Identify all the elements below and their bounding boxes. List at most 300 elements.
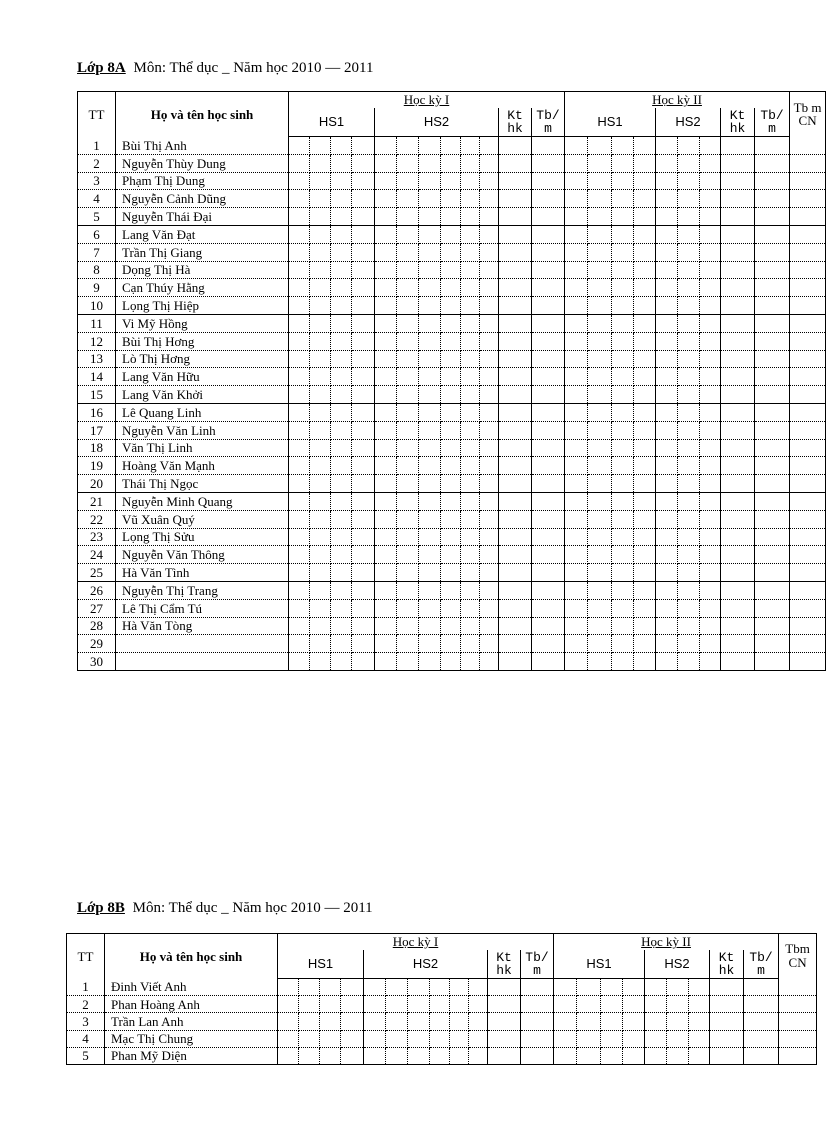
grade-cell[interactable]: [565, 137, 588, 155]
grade-cell[interactable]: [721, 581, 755, 599]
grade-cell[interactable]: [364, 979, 386, 996]
grade-cell[interactable]: [779, 979, 817, 996]
grade-cell[interactable]: [721, 546, 755, 564]
grade-cell[interactable]: [532, 190, 565, 208]
grade-cell[interactable]: [634, 403, 656, 421]
grade-cell[interactable]: [419, 475, 441, 493]
grade-cell[interactable]: [721, 137, 755, 155]
grade-cell[interactable]: [461, 279, 480, 297]
grade-cell[interactable]: [755, 599, 790, 617]
grade-cell[interactable]: [299, 1030, 320, 1047]
grade-cell[interactable]: [408, 996, 430, 1013]
grade-cell[interactable]: [480, 475, 499, 493]
grade-cell[interactable]: [397, 350, 419, 368]
grade-cell[interactable]: [331, 243, 352, 261]
grade-cell[interactable]: [499, 528, 532, 546]
grade-cell[interactable]: [278, 996, 299, 1013]
grade-cell[interactable]: [678, 137, 700, 155]
grade-cell[interactable]: [532, 510, 565, 528]
grade-cell[interactable]: [554, 996, 577, 1013]
grade-cell[interactable]: [612, 386, 634, 404]
grade-cell[interactable]: [790, 528, 826, 546]
grade-cell[interactable]: [755, 653, 790, 671]
grade-cell[interactable]: [499, 154, 532, 172]
grade-cell[interactable]: [755, 403, 790, 421]
grade-cell[interactable]: [341, 979, 364, 996]
grade-cell[interactable]: [461, 403, 480, 421]
grade-cell[interactable]: [721, 208, 755, 226]
grade-cell[interactable]: [499, 439, 532, 457]
grade-cell[interactable]: [532, 653, 565, 671]
grade-cell[interactable]: [419, 225, 441, 243]
grade-cell[interactable]: [299, 1047, 320, 1064]
grade-cell[interactable]: [532, 564, 565, 582]
grade-cell[interactable]: [700, 581, 721, 599]
grade-cell[interactable]: [612, 457, 634, 475]
grade-cell[interactable]: [375, 297, 397, 315]
grade-cell[interactable]: [532, 314, 565, 332]
grade-cell[interactable]: [480, 332, 499, 350]
grade-cell[interactable]: [419, 208, 441, 226]
grade-cell[interactable]: [499, 243, 532, 261]
grade-cell[interactable]: [689, 1047, 710, 1064]
grade-cell[interactable]: [612, 475, 634, 493]
grade-cell[interactable]: [289, 279, 310, 297]
grade-cell[interactable]: [419, 403, 441, 421]
grade-cell[interactable]: [700, 386, 721, 404]
grade-cell[interactable]: [480, 653, 499, 671]
grade-cell[interactable]: [612, 599, 634, 617]
grade-cell[interactable]: [588, 510, 612, 528]
grade-cell[interactable]: [375, 457, 397, 475]
grade-cell[interactable]: [419, 510, 441, 528]
grade-cell[interactable]: [461, 137, 480, 155]
grade-cell[interactable]: [419, 457, 441, 475]
grade-cell[interactable]: [588, 350, 612, 368]
grade-cell[interactable]: [289, 225, 310, 243]
grade-cell[interactable]: [289, 564, 310, 582]
grade-cell[interactable]: [352, 243, 375, 261]
grade-cell[interactable]: [480, 154, 499, 172]
grade-cell[interactable]: [352, 635, 375, 653]
grade-cell[interactable]: [289, 492, 310, 510]
grade-cell[interactable]: [667, 1030, 689, 1047]
grade-cell[interactable]: [790, 653, 826, 671]
grade-cell[interactable]: [397, 546, 419, 564]
grade-cell[interactable]: [480, 368, 499, 386]
grade-cell[interactable]: [480, 225, 499, 243]
grade-cell[interactable]: [634, 386, 656, 404]
grade-cell[interactable]: [700, 492, 721, 510]
grade-cell[interactable]: [755, 154, 790, 172]
grade-cell[interactable]: [721, 190, 755, 208]
grade-cell[interactable]: [352, 439, 375, 457]
grade-cell[interactable]: [397, 386, 419, 404]
grade-cell[interactable]: [461, 350, 480, 368]
grade-cell[interactable]: [656, 261, 678, 279]
grade-cell[interactable]: [310, 243, 331, 261]
grade-cell[interactable]: [700, 190, 721, 208]
grade-cell[interactable]: [588, 137, 612, 155]
grade-cell[interactable]: [419, 564, 441, 582]
grade-cell[interactable]: [634, 439, 656, 457]
grade-cell[interactable]: [310, 403, 331, 421]
grade-cell[interactable]: [341, 1030, 364, 1047]
grade-cell[interactable]: [612, 581, 634, 599]
grade-cell[interactable]: [499, 403, 532, 421]
grade-cell[interactable]: [461, 528, 480, 546]
grade-cell[interactable]: [386, 1030, 408, 1047]
grade-cell[interactable]: [532, 599, 565, 617]
grade-cell[interactable]: [397, 297, 419, 315]
grade-cell[interactable]: [577, 979, 601, 996]
grade-cell[interactable]: [441, 368, 461, 386]
grade-cell[interactable]: [521, 1030, 554, 1047]
grade-cell[interactable]: [612, 564, 634, 582]
grade-cell[interactable]: [397, 564, 419, 582]
grade-cell[interactable]: [499, 314, 532, 332]
grade-cell[interactable]: [678, 617, 700, 635]
grade-cell[interactable]: [744, 1030, 779, 1047]
grade-cell[interactable]: [397, 528, 419, 546]
grade-cell[interactable]: [461, 581, 480, 599]
grade-cell[interactable]: [289, 653, 310, 671]
grade-cell[interactable]: [461, 386, 480, 404]
grade-cell[interactable]: [790, 439, 826, 457]
grade-cell[interactable]: [721, 635, 755, 653]
grade-cell[interactable]: [755, 350, 790, 368]
grade-cell[interactable]: [352, 403, 375, 421]
grade-cell[interactable]: [352, 208, 375, 226]
grade-cell[interactable]: [499, 350, 532, 368]
grade-cell[interactable]: [532, 279, 565, 297]
grade-cell[interactable]: [397, 510, 419, 528]
grade-cell[interactable]: [565, 599, 588, 617]
grade-cell[interactable]: [299, 996, 320, 1013]
grade-cell[interactable]: [419, 599, 441, 617]
grade-cell[interactable]: [375, 261, 397, 279]
grade-cell[interactable]: [588, 243, 612, 261]
grade-cell[interactable]: [480, 617, 499, 635]
grade-cell[interactable]: [331, 261, 352, 279]
grade-cell[interactable]: [721, 653, 755, 671]
grade-cell[interactable]: [678, 243, 700, 261]
grade-cell[interactable]: [499, 546, 532, 564]
grade-cell[interactable]: [352, 599, 375, 617]
grade-cell[interactable]: [656, 279, 678, 297]
grade-cell[interactable]: [310, 617, 331, 635]
grade-cell[interactable]: [310, 546, 331, 564]
grade-cell[interactable]: [700, 421, 721, 439]
grade-cell[interactable]: [331, 154, 352, 172]
grade-cell[interactable]: [419, 314, 441, 332]
grade-cell[interactable]: [565, 261, 588, 279]
grade-cell[interactable]: [678, 475, 700, 493]
grade-cell[interactable]: [612, 137, 634, 155]
grade-cell[interactable]: [441, 528, 461, 546]
grade-cell[interactable]: [352, 653, 375, 671]
grade-cell[interactable]: [441, 190, 461, 208]
grade-cell[interactable]: [645, 979, 667, 996]
grade-cell[interactable]: [480, 581, 499, 599]
grade-cell[interactable]: [331, 528, 352, 546]
grade-cell[interactable]: [554, 1013, 577, 1030]
grade-cell[interactable]: [790, 457, 826, 475]
grade-cell[interactable]: [441, 279, 461, 297]
grade-cell[interactable]: [375, 225, 397, 243]
grade-cell[interactable]: [352, 350, 375, 368]
grade-cell[interactable]: [565, 528, 588, 546]
grade-cell[interactable]: [565, 546, 588, 564]
grade-cell[interactable]: [499, 225, 532, 243]
grade-cell[interactable]: [499, 261, 532, 279]
grade-cell[interactable]: [634, 581, 656, 599]
grade-cell[interactable]: [375, 137, 397, 155]
grade-cell[interactable]: [397, 368, 419, 386]
grade-cell[interactable]: [397, 172, 419, 190]
grade-cell[interactable]: [588, 546, 612, 564]
grade-cell[interactable]: [678, 172, 700, 190]
grade-cell[interactable]: [364, 1047, 386, 1064]
grade-cell[interactable]: [700, 368, 721, 386]
grade-cell[interactable]: [700, 475, 721, 493]
grade-cell[interactable]: [461, 475, 480, 493]
grade-cell[interactable]: [667, 996, 689, 1013]
grade-cell[interactable]: [634, 564, 656, 582]
grade-cell[interactable]: [480, 350, 499, 368]
grade-cell[interactable]: [588, 492, 612, 510]
grade-cell[interactable]: [612, 154, 634, 172]
grade-cell[interactable]: [612, 350, 634, 368]
grade-cell[interactable]: [375, 475, 397, 493]
grade-cell[interactable]: [419, 439, 441, 457]
grade-cell[interactable]: [721, 386, 755, 404]
grade-cell[interactable]: [461, 368, 480, 386]
grade-cell[interactable]: [310, 386, 331, 404]
grade-cell[interactable]: [634, 172, 656, 190]
grade-cell[interactable]: [588, 208, 612, 226]
grade-cell[interactable]: [480, 457, 499, 475]
grade-cell[interactable]: [656, 172, 678, 190]
grade-cell[interactable]: [480, 297, 499, 315]
grade-cell[interactable]: [678, 546, 700, 564]
grade-cell[interactable]: [612, 653, 634, 671]
grade-cell[interactable]: [744, 1047, 779, 1064]
grade-cell[interactable]: [289, 581, 310, 599]
grade-cell[interactable]: [310, 368, 331, 386]
grade-cell[interactable]: [430, 979, 450, 996]
grade-cell[interactable]: [331, 546, 352, 564]
grade-cell[interactable]: [755, 137, 790, 155]
grade-cell[interactable]: [532, 154, 565, 172]
grade-cell[interactable]: [289, 154, 310, 172]
grade-cell[interactable]: [554, 979, 577, 996]
grade-cell[interactable]: [499, 581, 532, 599]
grade-cell[interactable]: [612, 439, 634, 457]
grade-cell[interactable]: [721, 314, 755, 332]
grade-cell[interactable]: [588, 172, 612, 190]
grade-cell[interactable]: [656, 137, 678, 155]
grade-cell[interactable]: [278, 1013, 299, 1030]
grade-cell[interactable]: [700, 243, 721, 261]
grade-cell[interactable]: [461, 457, 480, 475]
grade-cell[interactable]: [656, 350, 678, 368]
grade-cell[interactable]: [310, 510, 331, 528]
grade-cell[interactable]: [289, 190, 310, 208]
grade-cell[interactable]: [499, 635, 532, 653]
grade-cell[interactable]: [289, 297, 310, 315]
grade-cell[interactable]: [375, 243, 397, 261]
grade-cell[interactable]: [419, 386, 441, 404]
grade-cell[interactable]: [450, 996, 469, 1013]
grade-cell[interactable]: [532, 332, 565, 350]
grade-cell[interactable]: [331, 475, 352, 493]
grade-cell[interactable]: [565, 653, 588, 671]
grade-cell[interactable]: [612, 261, 634, 279]
grade-cell[interactable]: [588, 154, 612, 172]
grade-cell[interactable]: [375, 386, 397, 404]
grade-cell[interactable]: [419, 332, 441, 350]
grade-cell[interactable]: [488, 996, 521, 1013]
grade-cell[interactable]: [790, 617, 826, 635]
grade-cell[interactable]: [419, 653, 441, 671]
grade-cell[interactable]: [499, 172, 532, 190]
grade-cell[interactable]: [499, 475, 532, 493]
grade-cell[interactable]: [588, 261, 612, 279]
grade-cell[interactable]: [790, 137, 826, 155]
grade-cell[interactable]: [634, 653, 656, 671]
grade-cell[interactable]: [790, 581, 826, 599]
grade-cell[interactable]: [790, 208, 826, 226]
grade-cell[interactable]: [352, 172, 375, 190]
grade-cell[interactable]: [488, 1030, 521, 1047]
grade-cell[interactable]: [461, 243, 480, 261]
grade-cell[interactable]: [331, 190, 352, 208]
grade-cell[interactable]: [721, 475, 755, 493]
grade-cell[interactable]: [461, 439, 480, 457]
grade-cell[interactable]: [397, 617, 419, 635]
grade-cell[interactable]: [461, 314, 480, 332]
grade-cell[interactable]: [656, 510, 678, 528]
grade-cell[interactable]: [721, 403, 755, 421]
grade-cell[interactable]: [289, 243, 310, 261]
grade-cell[interactable]: [441, 457, 461, 475]
grade-cell[interactable]: [755, 617, 790, 635]
grade-cell[interactable]: [441, 225, 461, 243]
grade-cell[interactable]: [645, 1047, 667, 1064]
grade-cell[interactable]: [397, 279, 419, 297]
grade-cell[interactable]: [634, 457, 656, 475]
grade-cell[interactable]: [419, 617, 441, 635]
grade-cell[interactable]: [721, 599, 755, 617]
grade-cell[interactable]: [499, 297, 532, 315]
grade-cell[interactable]: [656, 368, 678, 386]
grade-cell[interactable]: [656, 653, 678, 671]
grade-cell[interactable]: [588, 457, 612, 475]
grade-cell[interactable]: [656, 386, 678, 404]
grade-cell[interactable]: [721, 172, 755, 190]
grade-cell[interactable]: [331, 368, 352, 386]
grade-cell[interactable]: [612, 243, 634, 261]
grade-cell[interactable]: [364, 996, 386, 1013]
grade-cell[interactable]: [689, 979, 710, 996]
grade-cell[interactable]: [790, 297, 826, 315]
grade-cell[interactable]: [386, 996, 408, 1013]
grade-cell[interactable]: [441, 564, 461, 582]
grade-cell[interactable]: [678, 599, 700, 617]
grade-cell[interactable]: [289, 137, 310, 155]
grade-cell[interactable]: [790, 172, 826, 190]
grade-cell[interactable]: [790, 154, 826, 172]
grade-cell[interactable]: [634, 599, 656, 617]
grade-cell[interactable]: [532, 297, 565, 315]
grade-cell[interactable]: [588, 225, 612, 243]
grade-cell[interactable]: [331, 386, 352, 404]
grade-cell[interactable]: [310, 314, 331, 332]
grade-cell[interactable]: [779, 996, 817, 1013]
grade-cell[interactable]: [320, 1030, 341, 1047]
grade-cell[interactable]: [656, 528, 678, 546]
grade-cell[interactable]: [320, 1047, 341, 1064]
grade-cell[interactable]: [278, 979, 299, 996]
grade-cell[interactable]: [612, 635, 634, 653]
grade-cell[interactable]: [588, 581, 612, 599]
grade-cell[interactable]: [634, 279, 656, 297]
grade-cell[interactable]: [310, 564, 331, 582]
grade-cell[interactable]: [461, 208, 480, 226]
grade-cell[interactable]: [461, 635, 480, 653]
grade-cell[interactable]: [450, 979, 469, 996]
grade-cell[interactable]: [721, 368, 755, 386]
grade-cell[interactable]: [289, 261, 310, 279]
grade-cell[interactable]: [656, 243, 678, 261]
grade-cell[interactable]: [755, 439, 790, 457]
grade-cell[interactable]: [331, 635, 352, 653]
grade-cell[interactable]: [634, 492, 656, 510]
grade-cell[interactable]: [634, 154, 656, 172]
grade-cell[interactable]: [352, 581, 375, 599]
grade-cell[interactable]: [678, 279, 700, 297]
grade-cell[interactable]: [656, 314, 678, 332]
grade-cell[interactable]: [678, 492, 700, 510]
grade-cell[interactable]: [565, 457, 588, 475]
grade-cell[interactable]: [779, 1013, 817, 1030]
grade-cell[interactable]: [352, 314, 375, 332]
grade-cell[interactable]: [397, 154, 419, 172]
grade-cell[interactable]: [289, 635, 310, 653]
grade-cell[interactable]: [397, 243, 419, 261]
grade-cell[interactable]: [419, 368, 441, 386]
grade-cell[interactable]: [678, 332, 700, 350]
grade-cell[interactable]: [554, 1030, 577, 1047]
grade-cell[interactable]: [331, 581, 352, 599]
grade-cell[interactable]: [790, 368, 826, 386]
grade-cell[interactable]: [480, 439, 499, 457]
grade-cell[interactable]: [480, 492, 499, 510]
grade-cell[interactable]: [634, 225, 656, 243]
grade-cell[interactable]: [601, 1030, 623, 1047]
grade-cell[interactable]: [441, 510, 461, 528]
grade-cell[interactable]: [480, 137, 499, 155]
grade-cell[interactable]: [289, 421, 310, 439]
grade-cell[interactable]: [441, 154, 461, 172]
grade-cell[interactable]: [790, 403, 826, 421]
grade-cell[interactable]: [441, 261, 461, 279]
grade-cell[interactable]: [678, 297, 700, 315]
grade-cell[interactable]: [588, 279, 612, 297]
grade-cell[interactable]: [397, 208, 419, 226]
grade-cell[interactable]: [461, 421, 480, 439]
